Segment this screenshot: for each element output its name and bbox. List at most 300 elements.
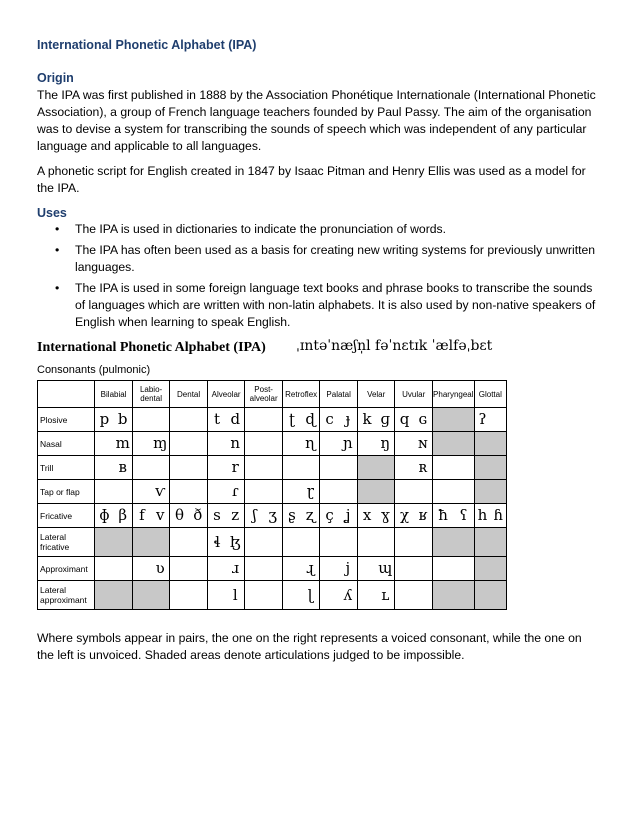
consonant-cell (432, 581, 474, 610)
symbol-pair (95, 528, 132, 556)
voiced-symbol: ɰ (378, 559, 393, 577)
consonant-cell (245, 408, 283, 432)
consonant-cell (207, 432, 245, 456)
symbol-pair (170, 432, 207, 455)
voiced-symbol: n (230, 434, 241, 452)
unvoiced-symbol (433, 456, 453, 479)
unvoiced-symbol: χ (400, 506, 410, 524)
voiced-symbol (114, 557, 132, 580)
unvoiced-symbol (358, 557, 376, 580)
unvoiced-symbol: h (477, 506, 488, 524)
voiced-symbol (301, 456, 319, 479)
unvoiced-symbol (95, 456, 113, 479)
row-label: Plosive (38, 408, 95, 432)
voiced-symbol: b (117, 410, 128, 428)
unvoiced-symbol: f (139, 506, 145, 524)
voiced-symbol (453, 408, 473, 431)
consonant-cell (245, 480, 283, 504)
unvoiced-symbol (395, 528, 413, 556)
voiced-symbol: ɭ (307, 586, 314, 604)
voiced-symbol (453, 456, 473, 479)
voiced-symbol (490, 456, 506, 479)
unvoiced-symbol (320, 432, 338, 455)
voiced-symbol (189, 456, 207, 479)
unvoiced-symbol (433, 528, 453, 556)
symbol-pair (320, 456, 357, 479)
consonant-cell (282, 557, 320, 581)
symbol-pair (133, 581, 170, 609)
voiced-symbol: ɴ (417, 434, 428, 452)
voiced-symbol (339, 480, 357, 503)
voiced-symbol (189, 432, 207, 455)
voiced-symbol (339, 528, 357, 556)
consonant-cell (320, 456, 358, 480)
unvoiced-symbol (133, 480, 151, 503)
unvoiced-symbol (170, 408, 188, 431)
unvoiced-symbol (95, 432, 113, 455)
unvoiced-symbol (475, 557, 491, 580)
consonant-cell (95, 557, 133, 581)
symbol-pair (133, 408, 170, 431)
unvoiced-symbol: ħ (438, 506, 448, 524)
symbol-pair (133, 528, 170, 556)
consonant-cell (95, 504, 133, 528)
voiced-symbol (264, 432, 282, 455)
table-row (38, 557, 507, 581)
consonant-cell (132, 456, 170, 480)
voiced-symbol (189, 480, 207, 503)
unvoiced-symbol (170, 581, 188, 609)
consonant-cell (282, 432, 320, 456)
unvoiced-symbol (395, 557, 413, 580)
unvoiced-symbol (358, 528, 376, 556)
voiced-symbol (414, 557, 432, 580)
voiced-symbol (453, 581, 473, 609)
consonant-cell (395, 528, 433, 557)
voiced-symbol (414, 528, 432, 556)
symbol-pair (358, 432, 395, 455)
symbol-pair (358, 504, 395, 527)
consonant-cell (282, 480, 320, 504)
bullet: • (55, 281, 60, 295)
consonant-cell (357, 504, 395, 528)
consonant-cell (282, 408, 320, 432)
consonant-cell (245, 456, 283, 480)
voiced-symbol: ʙ (118, 458, 127, 476)
consonant-cell (395, 581, 433, 610)
unvoiced-symbol (358, 432, 376, 455)
table-row (38, 408, 507, 432)
consonant-cell (320, 557, 358, 581)
consonant-cell (95, 528, 133, 557)
consonant-cell (245, 528, 283, 557)
consonant-cell (282, 581, 320, 610)
unvoiced-symbol: ʔ (478, 410, 487, 428)
symbol-pair (395, 480, 432, 503)
symbol-pair (133, 557, 170, 580)
symbol-pair (170, 557, 207, 580)
voiced-symbol: ɱ (153, 434, 168, 452)
consonant-cell (170, 480, 208, 504)
symbol-pair (320, 528, 357, 556)
voiced-symbol: ð (193, 506, 203, 524)
consonant-cell (95, 581, 133, 610)
uses-list (37, 221, 597, 335)
unvoiced-symbol (133, 557, 151, 580)
consonant-cell (207, 480, 245, 504)
document-title: International Phonetic Alphabet (IPA) (37, 38, 257, 52)
symbol-pair (320, 408, 357, 431)
voiced-symbol: ʒ (268, 506, 277, 524)
consonant-cell (170, 528, 208, 557)
unvoiced-symbol (283, 581, 301, 609)
voiced-symbol: v (155, 506, 165, 524)
consonant-cell (207, 557, 245, 581)
voiced-symbol: ɲ (342, 434, 353, 452)
unvoiced-symbol (320, 557, 338, 580)
symbol-pair (208, 456, 245, 479)
table-header-row (38, 381, 507, 408)
table-footnote: Where symbols appear in pairs, the one on the right represents a voiced consonant, while the one on the left is unvoiced. Shaded areas denote articulations judged to be impossible. (37, 631, 582, 662)
voiced-symbol: ɢ (418, 410, 428, 428)
unvoiced-symbol: ç (325, 506, 334, 524)
symbol-pair (320, 581, 357, 609)
unvoiced-symbol (170, 528, 188, 556)
origin-paragraph-2: A phonetic script for English created in 1847 by Isaac Pitman and Henry Ellis was used as a model for the IPA. (37, 164, 586, 195)
symbol-pair (208, 432, 245, 455)
consonant-cell (357, 432, 395, 456)
consonant-cell (395, 557, 433, 581)
consonant-cell (282, 456, 320, 480)
symbol-pair (358, 557, 395, 580)
column-header: Velar (357, 381, 395, 408)
symbol-pair (395, 408, 432, 431)
consonant-cell (432, 456, 474, 480)
symbol-pair (245, 528, 282, 556)
consonant-cell (170, 581, 208, 610)
voiced-symbol (264, 408, 282, 431)
column-header: Post-alveolar (245, 381, 283, 408)
voiced-symbol: ɖ (305, 410, 316, 428)
table-row (38, 528, 507, 557)
unvoiced-symbol (208, 456, 226, 479)
consonant-cell (395, 480, 433, 504)
list-item (37, 221, 597, 238)
table-row (38, 480, 507, 504)
unvoiced-symbol (320, 480, 338, 503)
voiced-symbol: ɾ (231, 482, 239, 500)
table-row (38, 432, 507, 456)
symbol-pair (170, 504, 207, 527)
unvoiced-symbol (283, 432, 301, 455)
voiced-symbol (453, 528, 473, 556)
ipa-chart-heading: International Phonetic Alphabet (IPA) (37, 340, 266, 355)
consonant-cell (132, 504, 170, 528)
symbol-pair (245, 504, 282, 527)
consonant-cell (320, 528, 358, 557)
symbol-pair (208, 504, 245, 527)
unvoiced-symbol (320, 528, 338, 556)
voiced-symbol (189, 408, 207, 431)
unvoiced-symbol (170, 432, 188, 455)
voiced-symbol (151, 456, 169, 479)
consonant-cell (207, 456, 245, 480)
symbol-pair (358, 480, 395, 503)
consonant-cell (320, 504, 358, 528)
unvoiced-symbol (433, 581, 453, 609)
consonant-cell (357, 408, 395, 432)
voiced-symbol (151, 408, 169, 431)
unvoiced-symbol (475, 432, 491, 455)
unvoiced-symbol (358, 456, 376, 479)
symbol-pair (245, 408, 282, 431)
consonant-cell (395, 456, 433, 480)
list-item (37, 242, 597, 276)
symbol-pair (208, 408, 245, 431)
consonant-cell (282, 528, 320, 557)
uses-heading: Uses (37, 206, 67, 220)
table-body (38, 408, 507, 610)
unvoiced-symbol (283, 528, 301, 556)
consonant-cell (132, 528, 170, 557)
consonant-cell (95, 480, 133, 504)
symbol-pair (95, 432, 132, 455)
voiced-symbol: ɦ (493, 506, 503, 524)
symbol-pair (475, 456, 506, 479)
unvoiced-symbol (245, 528, 263, 556)
symbol-pair (95, 456, 132, 479)
unvoiced-symbol: t (213, 410, 220, 428)
voiced-symbol (114, 528, 132, 556)
unvoiced-symbol: ɬ (213, 533, 221, 551)
voiced-symbol (339, 456, 357, 479)
unvoiced-symbol (208, 480, 226, 503)
unvoiced-symbol (283, 456, 301, 479)
voiced-symbol (264, 581, 282, 609)
symbol-pair (95, 480, 132, 503)
voiced-symbol: d (230, 410, 241, 428)
consonant-cell (170, 557, 208, 581)
bullet: • (55, 222, 60, 236)
symbol-pair (395, 432, 432, 455)
consonant-cell (357, 581, 395, 610)
voiced-symbol (453, 480, 473, 503)
unvoiced-symbol (133, 456, 151, 479)
unvoiced-symbol (170, 480, 188, 503)
voiced-symbol (189, 557, 207, 580)
row-label: Lateral approximant (38, 581, 95, 610)
symbol-pair (245, 456, 282, 479)
consonant-cell (170, 456, 208, 480)
unvoiced-symbol (320, 456, 338, 479)
symbol-pair (208, 480, 245, 503)
symbol-pair (475, 504, 506, 527)
consonant-cell (207, 408, 245, 432)
symbol-pair (208, 581, 245, 609)
voiced-symbol: ʝ (345, 506, 351, 524)
consonant-cell (357, 480, 395, 504)
table-row (38, 581, 507, 610)
unvoiced-symbol (133, 581, 151, 609)
symbol-pair (358, 408, 395, 431)
column-header: Pharyngeal (432, 381, 474, 408)
table-row (38, 456, 507, 480)
symbol-pair (395, 557, 432, 580)
voiced-symbol: ɣ (380, 506, 390, 524)
voiced-symbol: ɹ (231, 559, 240, 577)
unvoiced-symbol: p (99, 410, 110, 428)
unvoiced-symbol (95, 528, 113, 556)
voiced-symbol (264, 528, 282, 556)
consonants-label: Consonants (pulmonic) (37, 364, 151, 376)
voiced-symbol: ʐ (305, 506, 315, 524)
voiced-symbol: r (231, 458, 239, 476)
consonant-cell (95, 432, 133, 456)
voiced-symbol: ⱱ (155, 482, 166, 500)
row-label: Tap or flap (38, 480, 95, 504)
unvoiced-symbol (245, 480, 263, 503)
consonant-cell (432, 528, 474, 557)
symbol-pair (170, 528, 207, 556)
voiced-symbol (490, 432, 506, 455)
column-header: Dental (170, 381, 208, 408)
unvoiced-symbol (245, 557, 263, 580)
row-label: Nasal (38, 432, 95, 456)
symbol-pair (283, 528, 320, 556)
consonant-cell (432, 432, 474, 456)
column-header: Labio-dental (132, 381, 170, 408)
consonant-cell (474, 581, 506, 610)
symbol-pair (320, 557, 357, 580)
voiced-symbol: z (231, 506, 240, 524)
symbol-pair (475, 432, 506, 455)
symbol-pair (283, 504, 320, 527)
voiced-symbol: β (118, 506, 128, 524)
symbol-pair (283, 581, 320, 609)
bullet: • (55, 243, 60, 257)
voiced-symbol (264, 557, 282, 580)
consonant-cell (432, 504, 474, 528)
unvoiced-symbol (395, 480, 413, 503)
symbol-pair (283, 557, 320, 580)
voiced-symbol (453, 557, 473, 580)
voiced-symbol (264, 480, 282, 503)
ipa-consonant-table (37, 380, 507, 610)
consonant-cell (132, 480, 170, 504)
unvoiced-symbol (475, 456, 491, 479)
voiced-symbol (151, 528, 169, 556)
symbol-pair (283, 456, 320, 479)
symbol-pair (433, 480, 474, 503)
unvoiced-symbol (245, 408, 263, 431)
symbol-pair (395, 504, 432, 527)
symbol-pair (320, 480, 357, 503)
symbol-pair (245, 480, 282, 503)
voiced-symbol (189, 581, 207, 609)
symbol-pair (433, 432, 474, 455)
consonant-cell (95, 456, 133, 480)
symbol-pair (245, 557, 282, 580)
unvoiced-symbol: s (213, 506, 221, 524)
consonant-cell (95, 408, 133, 432)
voiced-symbol: ɟ (345, 410, 351, 428)
origin-paragraph-1: The IPA was first published in 1888 by the Association Phonétique Internationale (International Phonetic Association), a group of French language teachers founded by Paul Passy. The aim of the organisation was to devise a system for transcribing the sounds of speech which was independent of any particular language and applicable to all languages. (37, 88, 596, 153)
unvoiced-symbol: θ (174, 506, 184, 524)
corner-cell (38, 381, 95, 408)
consonant-cell (320, 408, 358, 432)
symbol-pair (283, 480, 320, 503)
symbol-pair (475, 408, 506, 431)
unvoiced-symbol (208, 557, 226, 580)
symbol-pair (170, 408, 207, 431)
symbol-pair (395, 528, 432, 556)
voiced-symbol (114, 581, 132, 609)
consonant-cell (432, 408, 474, 432)
consonant-cell (395, 432, 433, 456)
unvoiced-symbol (433, 557, 453, 580)
consonant-cell (282, 504, 320, 528)
unvoiced-symbol (170, 456, 188, 479)
origin-heading: Origin (37, 71, 74, 85)
consonant-cell (132, 557, 170, 581)
voiced-symbol: ʁ (418, 506, 428, 524)
voiced-symbol (264, 456, 282, 479)
table-row (38, 504, 507, 528)
symbol-pair (433, 557, 474, 580)
consonant-cell (170, 408, 208, 432)
consonant-cell (170, 432, 208, 456)
voiced-symbol (414, 480, 432, 503)
list-item (37, 280, 597, 331)
voiced-symbol (490, 480, 506, 503)
symbol-pair (433, 528, 474, 556)
ipa-pronunciation: ˌɪntəˈnæʃn̩l fəˈnɛtɪk ˈælfəˌbɛt (296, 338, 493, 354)
consonant-cell (132, 408, 170, 432)
voiced-symbol (490, 557, 506, 580)
unvoiced-symbol (245, 456, 263, 479)
consonant-cell (132, 432, 170, 456)
consonant-cell (357, 557, 395, 581)
consonant-cell (170, 504, 208, 528)
consonant-cell (432, 557, 474, 581)
column-header: Alveolar (207, 381, 245, 408)
symbol-pair (170, 456, 207, 479)
consonant-cell (320, 480, 358, 504)
voiced-symbol: ʕ (459, 506, 468, 524)
unvoiced-symbol: ɸ (99, 506, 110, 524)
unvoiced-symbol: x (362, 506, 372, 524)
voiced-symbol (114, 480, 132, 503)
symbol-pair (133, 504, 170, 527)
unvoiced-symbol (208, 581, 226, 609)
voiced-symbol: ɳ (305, 434, 316, 452)
unvoiced-symbol (395, 432, 413, 455)
unvoiced-symbol (95, 557, 113, 580)
unvoiced-symbol: k (362, 410, 372, 428)
symbol-pair (208, 528, 245, 556)
symbol-pair (320, 504, 357, 527)
symbol-pair (170, 581, 207, 609)
symbol-pair (358, 456, 395, 479)
consonant-cell (207, 581, 245, 610)
symbol-pair (133, 432, 170, 455)
consonant-cell (474, 456, 506, 480)
unvoiced-symbol: ʈ (289, 410, 296, 428)
voiced-symbol (414, 581, 432, 609)
unvoiced-symbol (475, 528, 491, 556)
symbol-pair (283, 408, 320, 431)
symbol-pair (245, 581, 282, 609)
